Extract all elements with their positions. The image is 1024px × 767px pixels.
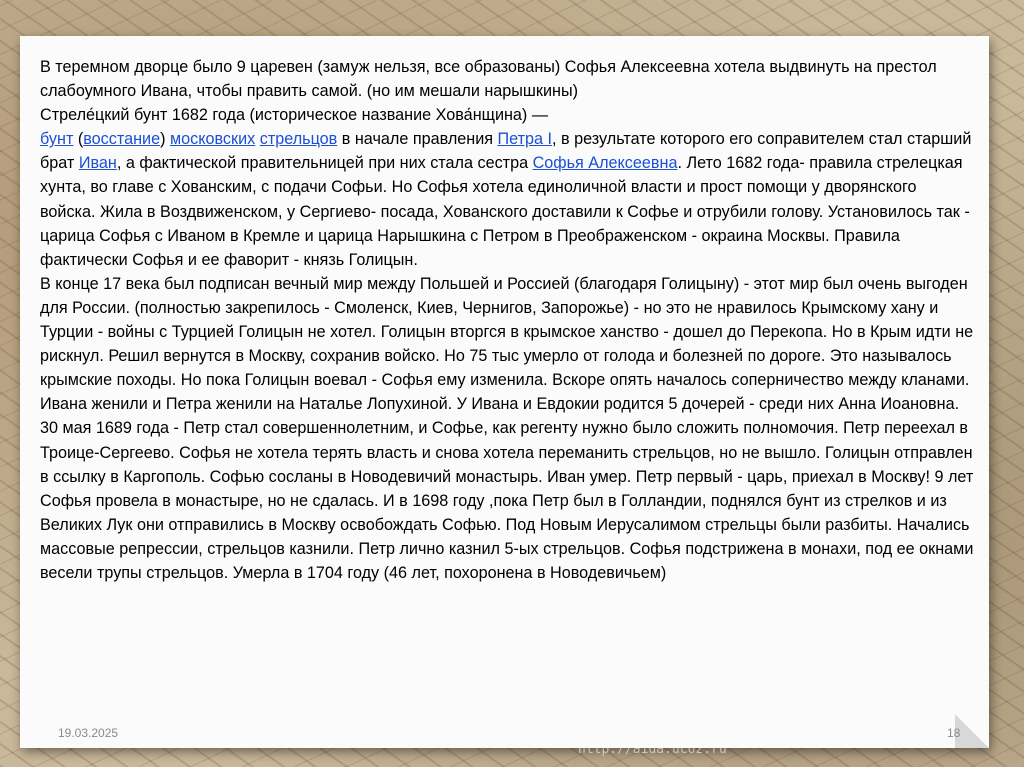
text-segment-c: , а фактической правительницей при них стала сестра — [116, 154, 533, 173]
text-segment-b: , в результате которого его соправителем стал старший брат — [40, 130, 972, 173]
link-vosstanie[interactable]: восстание — [83, 130, 161, 149]
link-petra-i[interactable]: Петра I — [497, 130, 553, 149]
slide-text-body — [40, 55, 975, 585]
paragraph-1: В теремном дворце было 9 царевен (замуж нельзя, все образованы) Софья Алексеевна хотела выдвинуть на престол слабоумного Ивана, чтобы править самой. (но им мешали нарышкины) — [40, 58, 937, 101]
text-segment-d: . Лето 1682 года- правила стрелецкая хунта, во главе с Хованским, с подачи Софьи. Но Софья хотела единоличной власти и прост помощи у дворянского войска. Жила в Воздвиженском, у Сергиево- посада, Хованского доставили к Софье и отрубили голову. Установилось так - царица Софья с Иваном в Кремле и царица Нарышкина с Петром в Преображенском - окраина Москвы. Правила фактически Софья и ее фаворит - князь Голицын. — [40, 154, 970, 269]
link-moskovskih[interactable]: московских — [169, 130, 256, 149]
link-streltsov[interactable]: стрельцов — [259, 130, 338, 149]
paragraph-4: 30 мая 1689 года - Петр стал совершеннолетним, и Софье, как регенту нужно было сложить полномочия. Петр переехал в Троице-Сергеево. Софья не хотела терять власть и снова хотела переманить стрельцов, но не вышло. Голицын отправлен в ссылку в Каргополь. Софью сосланы в Новодевичий монастырь. Иван умер. Петр первый - царь, приехал в Москву! 9 лет Софья провела в монастыре, но не сдалась. И в 1698 году ,пока Петр был в Голландии, поднялся бунт из стрелков и из Великих Лук они отправились в Москву освобождать Софью. Под Новым Иерусалимом стрельцы были разбиты. Начались массовые репрессии, стрельцов казнили. Петр лично казнил 5-ых стрельцов. Софья подстрижена в монахи, под ее окнами весели трупы стрельцов. Умерла в 1704 году (46 лет, похоронена в Новодевичьем) — [40, 419, 974, 582]
paragraph-2-heading: Стреле́цкий бунт 1682 года (историческое название Хова́нщина) — — [40, 106, 549, 125]
link-ivan[interactable]: Иван — [78, 154, 117, 173]
slide-page-number: 18 — [947, 726, 961, 740]
text-close-paren: ) — [160, 130, 170, 149]
text-segment-a: в начале правления — [337, 130, 498, 149]
link-bunt[interactable]: бунт — [40, 130, 74, 149]
link-sofya-alekseevna[interactable]: Софья Алексеевна — [532, 154, 678, 173]
footer-date: 19.03.2025 — [58, 726, 119, 740]
site-watermark: http://aida.ucoz.ru — [578, 742, 727, 757]
slide-content-card — [20, 36, 989, 748]
text-open-paren: ( — [73, 130, 84, 149]
paragraph-3: В конце 17 века был подписан вечный мир между Польшей и Россией (благодаря Голицыну) - этот мир был очень выгоден для России. (полностью закрепилось - Смоленск, Киев, Чернигов, Запорожье) - но это не нравилось Крымскому хану и Турции - войны с Турцией Голицын не хотел. Голицын вторгся в крымское ханство - дошел до Перекопа. Но в Крым идти не рискнул. Решил вернутся в Москву, сохранив войско. Но 75 тыс умерло от голода и болезней по дороге. Это называлось крымские походы. Но пока Голицын воевал - Софья ему изменила. Вскоре опять началось соперничество между кланами. Ивана женили и Петра женили на Наталье Лопухиной. У Ивана и Евдокии родится 5 дочерей - среди них Анна Иоановна. — [40, 274, 974, 414]
